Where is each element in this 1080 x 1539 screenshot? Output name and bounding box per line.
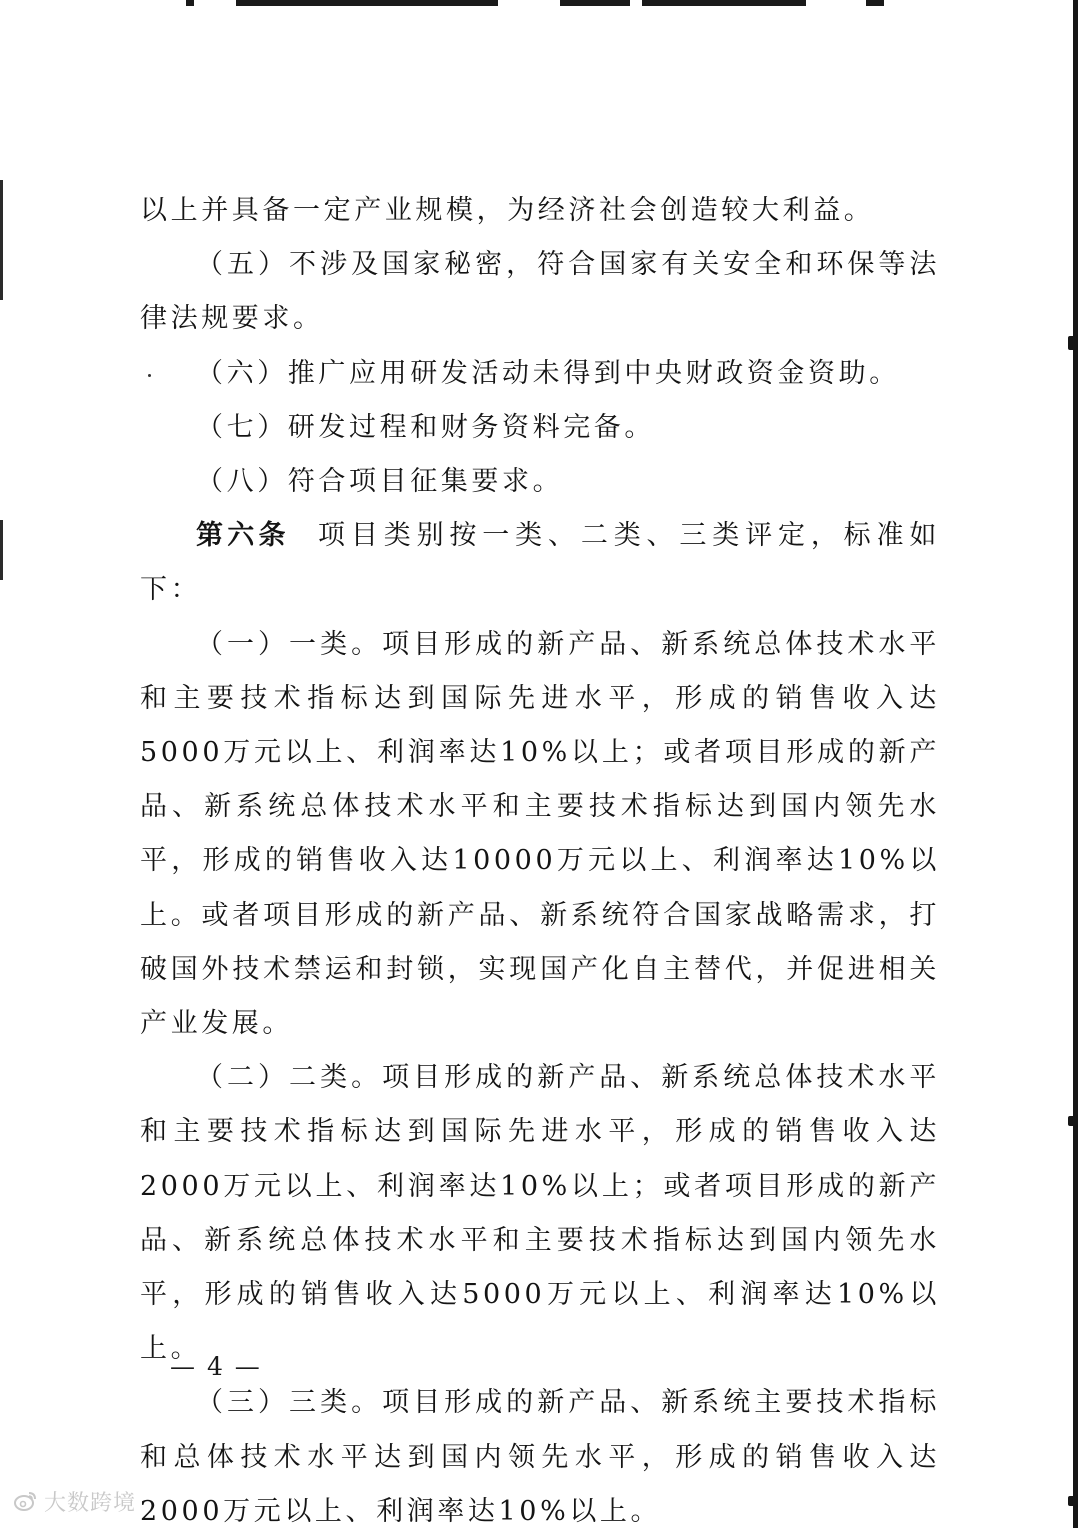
category-two: （二）二类。项目形成的新产品、新系统总体技术水平和主要技术指标达到国际先进水平，形成的销售收入达2000万元以上、利润率达10%以上；或者项目形成的新产品、新系统总体技术水平和主要技术指标达到国内领先水平，形成的销售收入达5000万元以上、利润率达10%以上。 <box>140 1062 940 1365</box>
paragraph-continuation: 以上并具备一定产业规模，为经济社会创造较大利益。 <box>140 195 875 226</box>
category-one: （一）一类。项目形成的新产品、新系统总体技术水平和主要技术指标达到国际先进水平，形成的销售收入达5000万元以上、利润率达10%以上；或者项目形成的新产品、新系统总体技术水平和主要技术指标达到国内领先水平，形成的销售收入达10000万元以上、利润率达10%以上。或者项目形成的新产品、新系统符合国家战略需求，打破国外技术禁运和封锁，实现国产化自主替代，并促进相关产业发展。 <box>140 628 940 1040</box>
clause-eight: （八）符合项目征集要求。 <box>196 466 564 498</box>
page-number: — 4 — <box>170 1352 262 1381</box>
scan-top-border <box>0 0 1080 8</box>
scan-left-border <box>0 0 4 1528</box>
category-three: （三）三类。项目形成的新产品、新系统主要技术指标和总体技术水平达到国内领先水平，形成的销售收入达2000万元以上、利润率达10%以上。 <box>140 1387 940 1527</box>
clause-five: （五）不涉及国家秘密，符合国家有关安全和环保等法律法规要求。 <box>140 249 940 335</box>
document-body <box>140 184 940 1539</box>
watermark-text: 大数跨境 <box>44 1490 137 1516</box>
watermark <box>14 1486 136 1516</box>
article-six-text: 项目类别按一类、二类、三类评定，标准如下： <box>140 520 940 606</box>
article-six <box>140 509 940 617</box>
article-six-heading: 第六条 <box>196 520 290 552</box>
clause-six: （六）推广应用研发活动未得到中央财政资金资助。 <box>196 357 900 389</box>
weibo-logo-icon <box>14 1490 38 1512</box>
scan-right-border <box>1068 0 1080 1528</box>
clause-seven: （七）研发过程和财务资料完备。 <box>196 411 655 443</box>
